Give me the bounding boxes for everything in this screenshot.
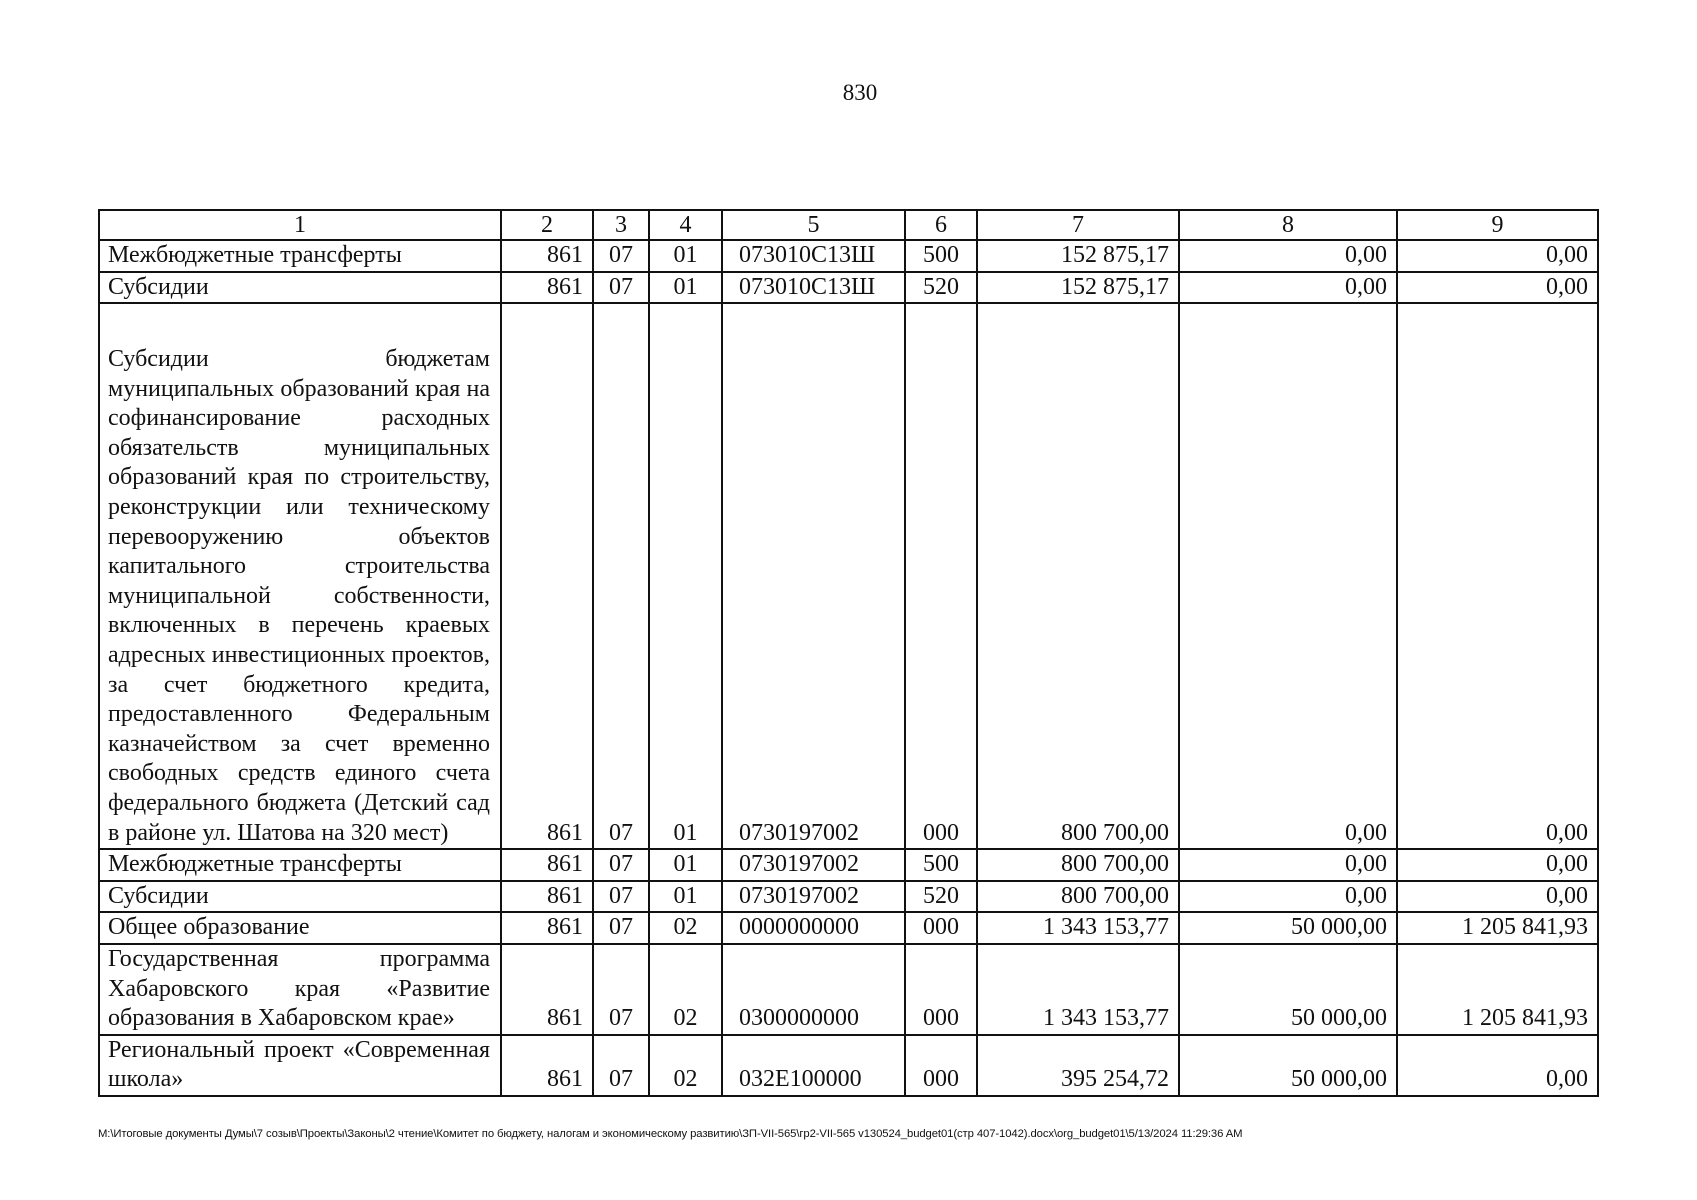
cell-target-article: 0730197002: [722, 849, 905, 881]
cell-expense-type: 520: [905, 881, 977, 913]
column-header-1: 1: [99, 210, 501, 240]
cell-amount-2025: 50 000,00: [1179, 944, 1397, 1035]
cell-subsection: 01: [649, 849, 722, 881]
cell-section: 861: [501, 1035, 593, 1096]
table-row: [99, 912, 1598, 944]
cell-subsection: 01: [649, 303, 722, 849]
column-header-2: 2: [501, 210, 593, 240]
cell-amount-2024: 152 875,17: [977, 240, 1179, 272]
cell-expense-type: 520: [905, 272, 977, 304]
table-row: [99, 881, 1598, 913]
table-row: [99, 1035, 1598, 1096]
cell-subsection: 01: [649, 272, 722, 304]
cell-amount-2024: 152 875,17: [977, 272, 1179, 304]
column-header-5: 5: [722, 210, 905, 240]
cell-section: 861: [501, 272, 593, 304]
cell-amount-2026: 0,00: [1397, 1035, 1598, 1096]
cell-amount-2024: 395 254,72: [977, 1035, 1179, 1096]
cell-section: 861: [501, 303, 593, 849]
cell-subsection: 02: [649, 944, 722, 1035]
cell-expense-type: 000: [905, 944, 977, 1035]
cell-expense-type: 000: [905, 1035, 977, 1096]
cell-target-article: 0730197002: [722, 303, 905, 849]
cell-amount-2025: 50 000,00: [1179, 912, 1397, 944]
cell-amount-2026: 0,00: [1397, 303, 1598, 849]
cell-amount-2025: 0,00: [1179, 881, 1397, 913]
cell-chapter: 07: [593, 849, 649, 881]
cell-target-article: 032E100000: [722, 1035, 905, 1096]
column-header-7: 7: [977, 210, 1179, 240]
cell-amount-2026: 0,00: [1397, 881, 1598, 913]
cell-amount-2024: 800 700,00: [977, 849, 1179, 881]
cell-amount-2024: 1 343 153,77: [977, 912, 1179, 944]
page-number: 830: [842, 80, 878, 105]
cell-name: Субсидии бюджетам муниципальных образований края на софинансирование расходных обязательств муниципальных образований края по строительству, реконструкции или техническому перевооружению объектов капитального строительства муниципальной собственности, включенных в перечень краевых адресных инвестиционных проектов, за счет бюджетного кредита, предоставленного Федеральным казначейством за счет временно свободных средств единого счета федерального бюджета (Детский сад в районе ул. Шатова на 320 мест): [99, 303, 501, 849]
cell-name: Региональный проект «Современная школа»: [99, 1035, 501, 1096]
cell-name: Субсидии: [99, 272, 501, 304]
cell-expense-type: 500: [905, 240, 977, 272]
cell-section: 861: [501, 944, 593, 1035]
cell-expense-type: 500: [905, 849, 977, 881]
cell-name: Межбюджетные трансферты: [99, 240, 501, 272]
table-body: [99, 210, 1598, 1096]
table-row: [99, 272, 1598, 304]
cell-amount-2026: 1 205 841,93: [1397, 944, 1598, 1035]
cell-chapter: 07: [593, 240, 649, 272]
cell-subsection: 02: [649, 1035, 722, 1096]
cell-expense-type: 000: [905, 912, 977, 944]
cell-chapter: 07: [593, 1035, 649, 1096]
cell-name: Межбюджетные трансферты: [99, 849, 501, 881]
column-header-3: 3: [593, 210, 649, 240]
cell-name: Общее образование: [99, 912, 501, 944]
cell-target-article: 0730197002: [722, 881, 905, 913]
table-row: [99, 944, 1598, 1035]
cell-target-article: 073010С13Ш: [722, 272, 905, 304]
cell-amount-2026: 1 205 841,93: [1397, 912, 1598, 944]
cell-subsection: 01: [649, 881, 722, 913]
table-header-row: [99, 210, 1598, 240]
column-header-4: 4: [649, 210, 722, 240]
cell-section: 861: [501, 912, 593, 944]
cell-expense-type: 000: [905, 303, 977, 849]
cell-section: 861: [501, 849, 593, 881]
column-header-8: 8: [1179, 210, 1397, 240]
column-header-6: 6: [905, 210, 977, 240]
table-row: [99, 303, 1598, 849]
cell-name: Субсидии: [99, 881, 501, 913]
cell-name: Государственная программа Хабаровского края «Развитие образования в Хабаровском крае»: [99, 944, 501, 1035]
budget-table: [98, 209, 1599, 1097]
cell-chapter: 07: [593, 881, 649, 913]
table-row: [99, 240, 1598, 272]
cell-chapter: 07: [593, 912, 649, 944]
cell-subsection: 02: [649, 912, 722, 944]
cell-chapter: 07: [593, 944, 649, 1035]
cell-amount-2025: 0,00: [1179, 303, 1397, 849]
cell-amount-2025: 0,00: [1179, 240, 1397, 272]
cell-amount-2024: 1 343 153,77: [977, 944, 1179, 1035]
cell-amount-2026: 0,00: [1397, 849, 1598, 881]
cell-amount-2026: 0,00: [1397, 240, 1598, 272]
file-path-footer: M:\Итоговые документы Думы\7 созыв\Проекты\Законы\2 чтение\Комитет по бюджету, налогам и экономическому развитию\ЗП-VII-565\гр2-VII-565 v130524_budget01(стр 407-1042).docx\org_budget01\5/13/2024 11:29:36 AM: [98, 1128, 1243, 1140]
cell-target-article: 073010С13Ш: [722, 240, 905, 272]
cell-section: 861: [501, 881, 593, 913]
column-header-9: 9: [1397, 210, 1598, 240]
cell-amount-2025: 0,00: [1179, 849, 1397, 881]
cell-amount-2025: 0,00: [1179, 272, 1397, 304]
cell-target-article: 0000000000: [722, 912, 905, 944]
cell-amount-2026: 0,00: [1397, 272, 1598, 304]
cell-target-article: 0300000000: [722, 944, 905, 1035]
cell-section: 861: [501, 240, 593, 272]
cell-chapter: 07: [593, 272, 649, 304]
cell-chapter: 07: [593, 303, 649, 849]
table-row: [99, 849, 1598, 881]
cell-subsection: 01: [649, 240, 722, 272]
cell-amount-2025: 50 000,00: [1179, 1035, 1397, 1096]
cell-amount-2024: 800 700,00: [977, 881, 1179, 913]
cell-amount-2024: 800 700,00: [977, 303, 1179, 849]
